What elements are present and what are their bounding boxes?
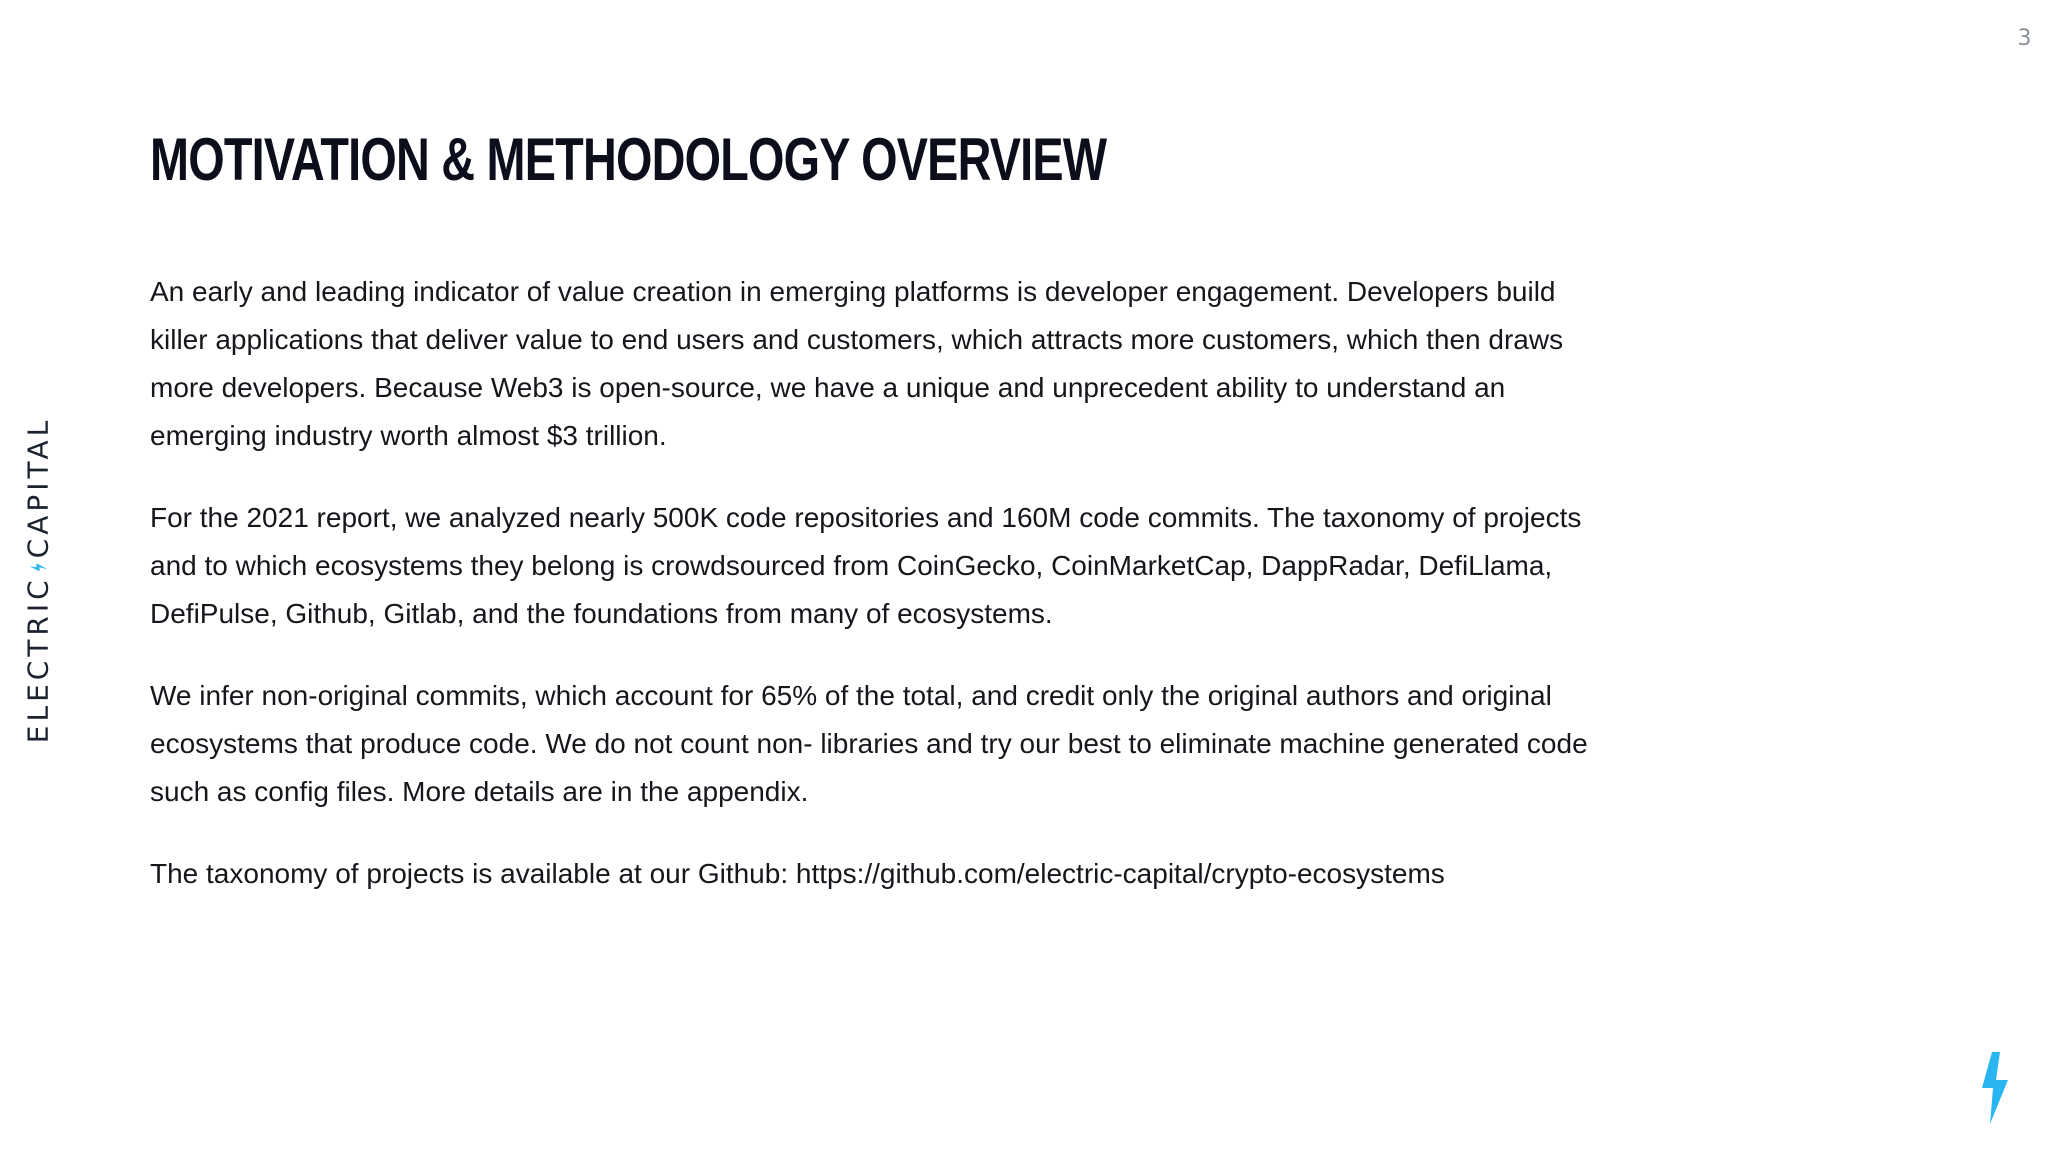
- paragraph-commits: We infer non-original commits, which account for 65% of the total, and credit only the original authors and original ecosystems that produce code. We do not count non- libraries and try our best to eliminate machine generated code such as config files. More details are in the appendix.: [150, 680, 1588, 807]
- electric-capital-logo: [22, 417, 55, 743]
- page-title: MOTIVATION & METHODOLOGY OVERVIEW: [150, 126, 1107, 193]
- paragraph-motivation: An early and leading indicator of value creation in emerging platforms is developer engagement. Developers build killer applications that deliver value to end users and customers, which attracts more customers, which then draws more developers. Because Web3 is open-source, we have a unique and unprecedent ability to understand an emerging industry worth almost $3 trillion.: [150, 276, 1564, 451]
- logo-bolt-icon: [29, 562, 47, 572]
- paragraph-taxonomy-link: The taxonomy of projects is available at our Github: https://github.com/electric-capital/crypto-ecosystems: [150, 858, 1445, 889]
- lightning-bolt-icon: [1978, 1052, 2010, 1124]
- body-text: [150, 268, 1610, 932]
- paragraph-methodology: For the 2021 report, we analyzed nearly 500K code repositories and 160M code commits. The taxonomy of projects and to which ecosystems they belong is crowdsourced from CoinGecko, CoinMarketCap, DappRadar, DefiLlama, DefiPulse, Github, Gitlab, and the foundations from many of ecosystems.: [150, 502, 1582, 629]
- logo-text-electric: ELECTRIC: [21, 576, 55, 744]
- page-number: 3: [2017, 26, 2032, 51]
- logo-text-capital: CAPITAL: [21, 416, 55, 559]
